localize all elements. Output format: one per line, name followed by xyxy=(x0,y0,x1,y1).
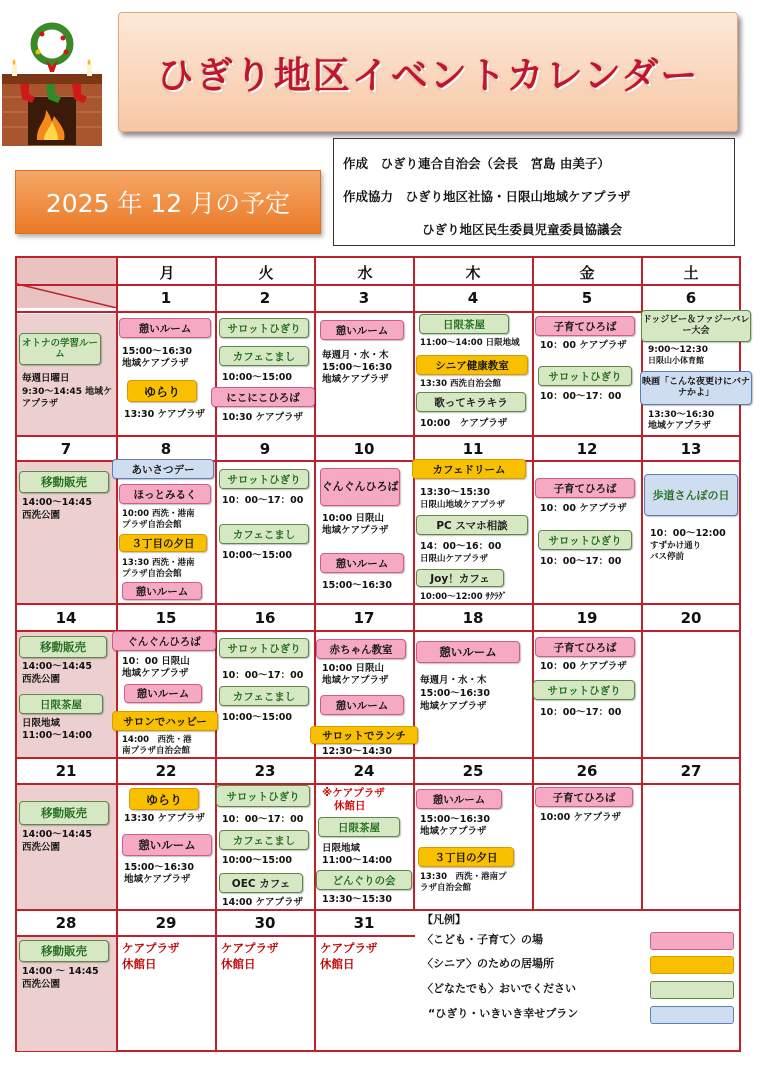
event-pill: にこにこひろば xyxy=(211,387,315,407)
closed-notice: ケアプラザ xyxy=(320,941,378,955)
event-detail: 地域ケアプラザ xyxy=(420,826,487,837)
event-detail: 14:00～14:45 xyxy=(22,829,92,840)
wreath-icon xyxy=(34,26,70,62)
event-detail: 西洗公園 xyxy=(22,510,61,521)
event-pill: PC スマホ相談 xyxy=(416,515,528,535)
event-detail: 日限地域 xyxy=(22,718,61,729)
date-cell: 3 xyxy=(358,289,370,307)
date-cell: 6 xyxy=(685,289,697,307)
date-cell: 2 xyxy=(259,289,271,307)
event-detail: 13:30 西洗・港南 xyxy=(122,558,195,568)
event-pill: サロットひぎり xyxy=(538,366,632,386)
event-detail: 13:30 西洗・港南プ xyxy=(420,872,507,882)
date-cell: 30 xyxy=(254,914,276,932)
event-detail: 10：00～17：00 xyxy=(540,707,622,718)
date-cell: 1 xyxy=(160,289,172,307)
legend-swatch-orange xyxy=(650,956,734,974)
event-detail: 13:30 ケアプラザ xyxy=(124,409,206,420)
event-detail: 西洗公園 xyxy=(22,674,61,685)
event-pill: 歌ってキラキラ xyxy=(416,392,526,412)
closed-notice: 休館日 xyxy=(122,957,157,971)
event-detail: 毎週月・水・木 xyxy=(322,350,389,361)
page-title: ひぎり地区イベントカレンダー xyxy=(156,54,700,97)
event-detail: 10：00 ケアプラザ xyxy=(540,503,627,514)
event-pill: サロットひぎり xyxy=(219,318,309,338)
event-detail: 10:00 ケアプラザ xyxy=(420,418,508,429)
date-cell: 13 xyxy=(680,440,702,458)
legend-swatch-blue xyxy=(650,1006,734,1024)
event-pill: 子育てひろば xyxy=(535,637,635,657)
event-detail: 14:00 ケアプラザ xyxy=(222,897,304,908)
event-detail: 10：00～12:00 xyxy=(650,528,726,539)
event-detail: 地域ケアプラザ xyxy=(420,701,487,712)
weekday-thu: 木 xyxy=(465,264,481,282)
event-detail: 日限山地域ケアプラザ xyxy=(420,500,506,510)
event-pill: Joy！カフェ xyxy=(416,569,504,587)
event-pill: 憩いルーム xyxy=(320,320,404,340)
date-cell: 4 xyxy=(467,289,479,307)
event-pill: 移動販売 xyxy=(19,471,109,493)
event-pill: 子育てひろば xyxy=(535,478,635,498)
date-cell: 11 xyxy=(462,440,484,458)
event-detail: 13:30～15:30 xyxy=(322,894,392,905)
weekday-wed: 水 xyxy=(357,264,373,282)
event-pill: ３丁目の夕日 xyxy=(119,534,207,552)
event-pill: ドッジビー＆ファジーバレー大会 xyxy=(641,310,751,342)
sunday-header-corner xyxy=(17,258,117,308)
event-detail: 13:30～16:30 xyxy=(648,410,715,420)
date-cell: 24 xyxy=(353,762,375,780)
event-detail: 地域ケアプラザ xyxy=(322,374,389,385)
notice-text: 休館日 xyxy=(334,800,366,812)
event-detail: バス停前 xyxy=(650,552,685,562)
event-detail: 14：00～16：00 xyxy=(420,541,502,552)
event-detail: 毎週日曜日 xyxy=(22,373,70,384)
event-pill: オトナの学習ルーム xyxy=(19,333,101,365)
notice-text: ※ケアプラザ xyxy=(322,787,385,799)
event-detail: 15:00～16:30 xyxy=(420,814,490,825)
event-pill: サロットひぎり xyxy=(533,680,635,700)
event-pill: サロンでハッピー xyxy=(112,711,218,731)
legend-swatch-green xyxy=(650,981,734,999)
event-detail: 15:00～16:30 xyxy=(322,362,392,373)
event-detail: 10:00 日限山 xyxy=(322,663,385,674)
event-pill: 憩いルーム xyxy=(119,318,211,338)
event-detail: プラザ自治会館 xyxy=(122,520,182,530)
date-cell: 18 xyxy=(462,609,484,627)
event-detail: プラザ自治会館 xyxy=(122,569,182,579)
event-pill: ぐんぐんひろば xyxy=(320,468,400,506)
event-detail: 14:00 西洗・港 xyxy=(122,735,192,745)
event-pill: カフェこまし xyxy=(219,830,309,850)
event-detail: 15:00～16:30 xyxy=(420,688,490,699)
event-detail: 11:00～14:00 日限地域 xyxy=(420,338,520,348)
event-pill: 移動販売 xyxy=(19,801,109,825)
event-detail: 西洗公園 xyxy=(22,979,61,990)
event-pill: 子育てひろば xyxy=(535,316,635,336)
date-cell: 21 xyxy=(55,762,77,780)
event-pill: 憩いルーム xyxy=(124,684,202,703)
date-cell: 14 xyxy=(55,609,77,627)
date-cell: 5 xyxy=(581,289,593,307)
date-cell: 16 xyxy=(254,609,276,627)
event-detail: 10:00～15:00 xyxy=(222,372,292,383)
date-cell: 8 xyxy=(160,440,172,458)
event-pill: 憩いルーム xyxy=(320,695,404,715)
date-cell: 26 xyxy=(576,762,598,780)
event-pill: ３丁目の夕日 xyxy=(418,847,514,867)
closed-notice: ケアプラザ xyxy=(122,941,180,955)
legend-label: 〈シニア〉のための居場所 xyxy=(422,957,554,970)
event-pill: 日限茶屋 xyxy=(19,694,103,714)
event-pill: 憩いルーム xyxy=(416,641,520,663)
event-pill: OEC カフェ xyxy=(219,873,303,893)
event-pill: 憩いルーム xyxy=(416,789,502,809)
event-detail: 西洗公園 xyxy=(22,842,61,853)
legend-title: 【凡例】 xyxy=(422,913,466,926)
event-pill: ゆらり xyxy=(129,788,199,810)
event-detail: 14:00～14:45 xyxy=(22,497,92,508)
credit-line: ひぎり地区民生委員児童委員協議会 xyxy=(422,222,623,237)
event-detail: 10：00～17：00 xyxy=(222,814,304,825)
legend xyxy=(420,912,736,1046)
event-pill: カフェドリーム xyxy=(412,459,526,479)
date-cell: 28 xyxy=(55,914,77,932)
event-detail: 11:00～14:00 xyxy=(322,855,392,866)
event-pill: 日限茶屋 xyxy=(419,314,509,334)
closed-notice: 休館日 xyxy=(320,957,355,971)
event-detail: 10:00 ケアプラザ xyxy=(540,812,622,823)
credits-box xyxy=(333,138,735,246)
event-detail: 10：00 ケアプラザ xyxy=(540,340,627,351)
event-detail: 日限山小体育館 xyxy=(648,356,704,365)
date-cell: 20 xyxy=(680,609,702,627)
event-detail: 地域ケアプラザ xyxy=(322,675,389,686)
event-detail: 13:30 西洗自治会館 xyxy=(420,379,502,389)
event-detail: 10：00～17：00 xyxy=(222,495,304,506)
event-detail: 日限地域 xyxy=(322,843,361,854)
event-detail: 10：00～17：00 xyxy=(222,670,304,681)
date-cell: 31 xyxy=(353,914,375,932)
event-pill: あいさつデー xyxy=(112,459,214,479)
event-detail: 地域ケアプラザ xyxy=(648,421,712,431)
date-cell: 25 xyxy=(462,762,484,780)
event-detail: 14:00 ～ 14:45 xyxy=(22,966,99,977)
event-pill: カフェこまし xyxy=(219,346,309,366)
closed-notice: 休館日 xyxy=(221,957,256,971)
event-detail: 9:30～14:45 地域ケアプラザ xyxy=(22,387,113,409)
event-pill: 子育てひろば xyxy=(535,787,633,807)
event-pill: 移動販売 xyxy=(19,940,109,962)
event-pill: ほっとみるく xyxy=(119,484,211,504)
event-detail: 13:30 ケアプラザ xyxy=(124,813,206,824)
event-pill: ぐんぐんひろば xyxy=(112,631,216,651)
event-pill: カフェこまし xyxy=(219,524,309,544)
event-detail: 南プラザ自治会館 xyxy=(122,746,191,756)
event-pill: ゆらり xyxy=(127,380,197,402)
event-detail: 10:00 西洗・港南 xyxy=(122,509,195,519)
date-cell: 9 xyxy=(259,440,271,458)
event-pill: カフェこまし xyxy=(219,686,309,706)
event-detail: 地域ケアプラザ xyxy=(122,358,189,369)
title-banner xyxy=(118,12,738,132)
event-detail: 10:30 ケアプラザ xyxy=(222,412,304,423)
event-detail: 10:00～15:00 xyxy=(222,712,292,723)
event-pill: 憩いルーム xyxy=(122,834,212,856)
event-detail: 日限山ケアプラザ xyxy=(420,554,489,564)
weekday-mon: 月 xyxy=(159,264,175,282)
credit-line: 作成協力 ひぎり地区社協・日限山地域ケアプラザ xyxy=(343,189,631,204)
event-detail: すずかけ通り xyxy=(650,541,702,551)
event-detail: 13:30～15:30 xyxy=(420,487,490,498)
event-pill: シニア健康教室 xyxy=(416,355,528,375)
credit-line: 作成 ひぎり連合自治会（会長 宮島 由美子） xyxy=(343,156,610,171)
event-pill: サロットひぎり xyxy=(219,469,309,489)
event-detail: 15:00～16:30 xyxy=(124,862,194,873)
weekday-fri: 金 xyxy=(579,264,595,282)
event-pill: どんぐりの会 xyxy=(316,870,412,890)
event-pill: サロットひぎり xyxy=(219,638,309,658)
date-cell: 7 xyxy=(60,440,72,458)
legend-swatch-pink xyxy=(650,932,734,950)
event-detail: 15:00～16:30 xyxy=(322,580,392,591)
date-cell: 29 xyxy=(155,914,177,932)
event-detail: 10:00～15:00 xyxy=(222,855,292,866)
weekday-sat: 土 xyxy=(683,264,699,282)
event-pill: 赤ちゃん教室 xyxy=(316,639,406,659)
event-pill: サロットひぎり xyxy=(538,530,632,550)
legend-label: 〈どなたでも〉おいでください xyxy=(422,982,576,995)
event-pill: 日限茶屋 xyxy=(318,817,400,837)
event-detail: 14:00～14:45 xyxy=(22,661,92,672)
date-cell: 15 xyxy=(155,609,177,627)
event-detail: ラザ自治会館 xyxy=(420,883,472,893)
date-cell: 19 xyxy=(576,609,598,627)
date-cell: 23 xyxy=(254,762,276,780)
event-detail: 10：00～17：00 xyxy=(540,391,622,402)
event-pill: サロットひぎり xyxy=(216,785,310,807)
month-label: 2025 年 12 月の予定 xyxy=(15,170,321,234)
date-cell: 10 xyxy=(353,440,375,458)
event-detail: 10：00～17：00 xyxy=(540,556,622,567)
event-detail: 10:00～15:00 xyxy=(222,550,292,561)
date-cell: 22 xyxy=(155,762,177,780)
event-detail: 毎週月・水・木 xyxy=(420,675,487,686)
event-detail: 15:00～16:30 xyxy=(122,346,192,357)
event-detail: 9:00～12:30 xyxy=(648,345,709,355)
date-cell: 12 xyxy=(576,440,598,458)
event-detail: 10:00 日限山 xyxy=(322,513,385,524)
weekday-tue: 火 xyxy=(258,264,274,282)
event-detail: 10:00～12:00 ｻｸﾗｸﾞ xyxy=(420,592,507,602)
legend-label: 〈こども・子育て〉の場 xyxy=(422,933,543,946)
event-detail: 12:30～14:30 xyxy=(322,746,392,757)
legend-label: “ひぎり・いきいき幸せプラン xyxy=(428,1007,579,1020)
event-detail: 11:00～14:00 xyxy=(22,730,92,741)
date-cell: 17 xyxy=(353,609,375,627)
event-pill: 映画「こんな夜更けにバナナかよ」 xyxy=(640,371,752,405)
fireplace-illustration xyxy=(2,22,104,148)
event-detail: 地域ケアプラザ xyxy=(124,874,191,885)
closed-notice: ケアプラザ xyxy=(221,941,279,955)
event-detail: 地域ケアプラザ xyxy=(322,525,389,536)
event-pill: サロットでランチ xyxy=(310,726,418,744)
event-pill: 憩いルーム xyxy=(122,582,202,600)
event-detail: 10：00 ケアプラザ xyxy=(540,661,627,672)
event-detail: 10：00 日限山 xyxy=(122,656,190,667)
event-pill: 移動販売 xyxy=(19,636,107,658)
event-pill: 憩いルーム xyxy=(320,553,404,573)
event-detail: 地域ケアプラザ xyxy=(122,668,189,679)
date-cell: 27 xyxy=(680,762,702,780)
event-pill: 歩道さんぽの日 xyxy=(644,474,738,516)
